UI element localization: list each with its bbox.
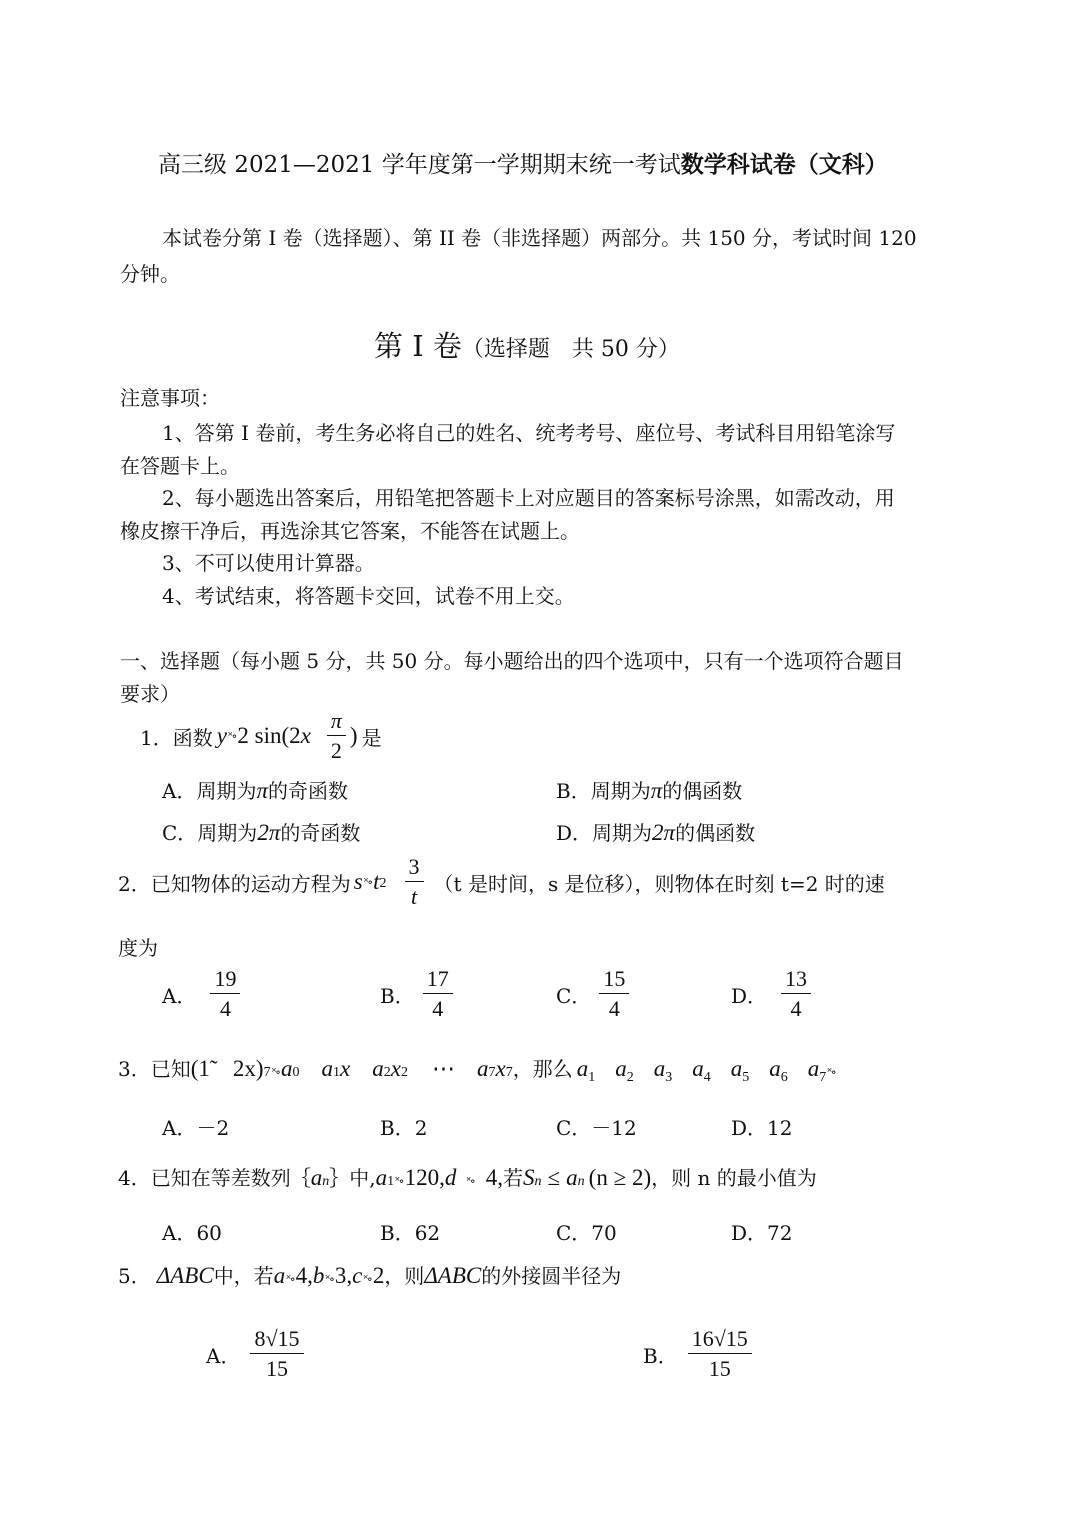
- q3-seq-term: [769, 1056, 788, 1086]
- q3-a0-sub: 0: [292, 1065, 300, 1080]
- q4-cond: (n ≥ 2): [588, 1165, 652, 1190]
- q2-fraction: [405, 856, 424, 908]
- q3-seq-index: 5: [742, 1070, 750, 1085]
- q5-a-den: 15: [265, 1356, 288, 1381]
- q2-b-frac: [423, 968, 453, 1020]
- section-title-sub: （选择题 共 50 分）: [461, 337, 680, 362]
- q3-x7-exp: 7: [505, 1065, 513, 1080]
- q3-seq-letter: a: [653, 1056, 666, 1081]
- q3-seq-index: 7: [819, 1070, 827, 1085]
- q3-option-d: D．12: [731, 1116, 793, 1140]
- q3-seq-index: 2: [626, 1070, 634, 1085]
- q4-if: 若: [503, 1166, 524, 1190]
- q1-c-end: 的奇函数: [280, 821, 361, 845]
- equals-glyph: ˟∘: [363, 874, 373, 889]
- q5-mid1: 中，若: [213, 1264, 274, 1288]
- q4-an-sub: n: [322, 1174, 330, 1189]
- q1-c-label: C．周期为: [162, 821, 258, 845]
- q3-seq-letter: a: [730, 1056, 743, 1081]
- q3-seq-index: 6: [780, 1070, 788, 1085]
- note-2-line1: 2、每小题选出答案后，用铅笔把答题卡上对应题目的答案标号涂黑，如需改动，用: [162, 486, 895, 510]
- q5-b-num: 16√15: [688, 1328, 752, 1354]
- q1-x: x: [300, 723, 311, 748]
- q3-a1: a: [321, 1056, 334, 1081]
- q2-a-frac: [210, 968, 240, 1020]
- q1-a-end: 的奇函数: [267, 779, 348, 803]
- q1-b-pi: π: [650, 778, 663, 803]
- q5-b-frac: [688, 1328, 752, 1380]
- q4-option-d: D．72: [731, 1221, 793, 1245]
- q5-a-frac: [250, 1328, 303, 1380]
- q1-suffix: 是: [361, 725, 382, 750]
- q2-frac-den: t: [410, 884, 418, 909]
- q1-close: ): [349, 723, 358, 748]
- q5-option-a: [206, 1328, 308, 1380]
- q2-a-label: A．: [162, 983, 197, 1008]
- q1-option-b: [556, 775, 742, 804]
- q3-a2: a: [372, 1056, 384, 1081]
- q3-seq-letter: a: [692, 1056, 704, 1081]
- q4-120: 120,: [404, 1165, 445, 1190]
- q1-a-label: A．周期为: [162, 779, 257, 803]
- q3-dots: ⋯: [431, 1056, 455, 1081]
- q2-d-num: 13: [781, 968, 811, 994]
- q3-x2: x: [390, 1056, 401, 1081]
- q2-b-den: 4: [432, 996, 444, 1021]
- q1-b-end: 的偶函数: [662, 779, 743, 803]
- q2-a-num: 19: [210, 968, 240, 994]
- note-4: 4、考试结束，将答题卡交回，试卷不用上交。: [162, 584, 575, 608]
- q5-4: 4,: [295, 1263, 313, 1288]
- q5-a-label: A．: [206, 1343, 241, 1368]
- q3-exp: 7: [263, 1065, 271, 1080]
- q4-sn: S: [523, 1165, 535, 1190]
- q2-d-frac: [781, 968, 811, 1020]
- q2-prefix: 2．已知物体的运动方程为: [118, 871, 351, 896]
- equals-glyph: ˟∘: [227, 728, 237, 743]
- title-normal: 高三级 2021—2021 学年度第一学期期末统一考试: [158, 152, 681, 178]
- q5-suffix: 的外接圆半径为: [481, 1264, 622, 1288]
- q3-seq-letter: a: [807, 1056, 820, 1081]
- note-3: 3、不可以使用计算器。: [162, 551, 375, 575]
- note-1-line2: 在答题卡上。: [120, 454, 240, 478]
- q4-option-a: A．60: [162, 1221, 222, 1245]
- part1-line1: 一、选择题（每小题 5 分，共 50 分。每小题给出的四个选项中，只有一个选项符合题目: [120, 649, 904, 673]
- q4-d: d: [444, 1165, 457, 1190]
- equals-glyph: ˟∘: [325, 1272, 334, 1286]
- q4-suffix: ，则 n 的最小值为: [651, 1166, 817, 1190]
- q3-seq-letter: a: [576, 1056, 589, 1081]
- q2-t-exp: 2: [379, 876, 387, 891]
- q4-a1-sub: 1: [387, 1174, 395, 1189]
- q2-option-d: [731, 968, 815, 1020]
- q1-prefix: 1．函数: [140, 725, 213, 750]
- question-3: [118, 1050, 837, 1086]
- question-2: [118, 856, 885, 908]
- q3-seq-term: [577, 1056, 596, 1086]
- q3-x7: x: [495, 1056, 506, 1081]
- q5-mid2: ，则: [384, 1264, 425, 1288]
- q2-frac-num: 3: [405, 856, 424, 882]
- equals-glyph: ˟∘: [466, 1174, 475, 1188]
- q1-option-a: [162, 775, 348, 804]
- q3-seq-letter: a: [615, 1056, 627, 1081]
- q5-tri: ΔABC: [156, 1263, 214, 1288]
- question-5: [118, 1260, 621, 1289]
- q1-option-c: [162, 817, 360, 846]
- q3-mid: ，那么: [512, 1057, 573, 1081]
- q4-a1: a: [375, 1165, 388, 1190]
- q1-a-pi: π: [256, 778, 268, 803]
- q1-c-pi: 2π: [257, 820, 281, 845]
- section-title-main: 第 I 卷: [374, 329, 462, 363]
- q3-seq-term: [808, 1056, 827, 1086]
- q5-tri2: ΔABC: [424, 1263, 482, 1288]
- q2-option-a: [162, 968, 244, 1020]
- q3-seq-index: 4: [703, 1070, 711, 1085]
- q2-option-b: [380, 968, 457, 1020]
- q5-b: b: [312, 1263, 325, 1288]
- q3-seq-index: 1: [588, 1070, 596, 1085]
- q3-a2-sub: 2: [383, 1065, 391, 1080]
- equals-glyph: ˟∘: [286, 1272, 295, 1286]
- q1-frac-num: π: [327, 710, 346, 736]
- q5-c: c: [352, 1263, 363, 1288]
- note-2-line2: 橡皮擦干净后，再选涂其它答案，不能答在试题上。: [120, 519, 580, 543]
- q5-2: 2: [372, 1263, 385, 1288]
- q1-d-pi: 2π: [652, 820, 676, 845]
- q2-b-num: 17: [423, 968, 453, 994]
- q2-t: t: [373, 869, 380, 894]
- q3-prefix: 3．已知: [118, 1057, 191, 1081]
- q5-prefix: 5．: [118, 1264, 151, 1288]
- q5-3: 3,: [334, 1263, 353, 1288]
- q1-y: y: [216, 723, 227, 748]
- q5-a-num: 8√15: [250, 1328, 303, 1354]
- note-1-line1: 1、答第 I 卷前，考生务必将自己的姓名、统考考号、座位号、考试科目用铅笔涂写: [162, 421, 896, 445]
- q3-a0: a: [281, 1056, 293, 1081]
- q1-d-label: D．周期为: [556, 821, 653, 845]
- q3-option-a: A．－2: [162, 1116, 230, 1140]
- q3-a1-sub: 1: [333, 1065, 341, 1080]
- q2-suffix: （t 是时间，s 是位移），则物体在时刻 t=2 时的速: [433, 871, 885, 896]
- q4-option-b: B．62: [380, 1221, 441, 1245]
- q4-an2: a: [566, 1165, 578, 1190]
- q3-seq-index: 3: [665, 1070, 673, 1085]
- q3-seq-term: [615, 1056, 634, 1086]
- part1-line2: 要求）: [120, 682, 180, 706]
- q4-sn-sub: n: [534, 1174, 542, 1189]
- q4-mid1: ｝中,: [329, 1166, 376, 1190]
- q4-4: 4,: [485, 1165, 504, 1190]
- q3-seq-term: [654, 1056, 673, 1086]
- q2-c-frac: [599, 968, 629, 1020]
- section-title: [374, 324, 680, 365]
- q3-a7: a: [476, 1056, 489, 1081]
- q3-option-c: C．－12: [556, 1116, 637, 1140]
- q2-line2: 度为: [118, 936, 158, 960]
- q2-b-label: B．: [380, 983, 415, 1008]
- intro-line1: 本试卷分第 I 卷（选择题）、第 II 卷（非选择题）两部分。共 150 分，考试时间 120: [162, 226, 917, 250]
- q5-a: a: [273, 1263, 286, 1288]
- q2-c-den: 4: [608, 996, 620, 1021]
- q1-b-label: B．周期为: [556, 779, 651, 803]
- q2-option-c: [556, 968, 633, 1020]
- q1-mid: 2 sin(2: [237, 723, 301, 748]
- equals-glyph: ˟∘: [271, 1065, 281, 1079]
- q3-a7-sub: 7: [488, 1065, 496, 1080]
- q4-an: a: [310, 1165, 323, 1190]
- equals-glyph: ˟∘: [827, 1065, 836, 1079]
- intro-line2: 分钟。: [120, 262, 180, 286]
- question-4: [118, 1162, 817, 1191]
- q2-c-label: C．: [556, 983, 592, 1008]
- q5-option-b: [643, 1328, 756, 1380]
- q5-b-label: B．: [643, 1343, 678, 1368]
- notes-heading: 注意事项：: [120, 386, 220, 410]
- q3-coefficient-sum: [577, 1056, 827, 1086]
- q1-fraction: [327, 710, 346, 762]
- q5-b-den: 15: [708, 1356, 731, 1381]
- q2-c-num: 15: [599, 968, 629, 994]
- equals-glyph: ˟∘: [395, 1174, 404, 1188]
- equals-glyph: ˟∘: [363, 1272, 372, 1286]
- q2-a-den: 4: [219, 996, 231, 1021]
- q1-d-end: 的偶函数: [675, 821, 756, 845]
- q2-s: s: [353, 869, 363, 894]
- q4-prefix: 4．已知在等差数列｛: [118, 1166, 311, 1190]
- q3-x2-exp: 2: [400, 1065, 408, 1080]
- q4-le: ≤: [547, 1165, 561, 1190]
- q1-option-d: [556, 817, 755, 846]
- q3-option-b: B．2: [380, 1116, 428, 1140]
- exam-title: [158, 146, 888, 179]
- q3-base: (1̃ 2x): [190, 1056, 264, 1081]
- q3-seq-term: [692, 1056, 711, 1086]
- title-bold: 数学科试卷（文科）: [680, 151, 888, 178]
- q2-d-label: D．: [731, 983, 768, 1008]
- q4-option-c: C．70: [556, 1221, 617, 1245]
- q1-frac-den: 2: [330, 738, 342, 763]
- q3-seq-letter: a: [769, 1056, 781, 1081]
- q4-an2-sub: n: [577, 1174, 585, 1189]
- q2-d-den: 4: [790, 996, 802, 1021]
- q3-seq-term: [731, 1056, 750, 1086]
- q3-x1: x: [340, 1056, 351, 1081]
- question-1: [140, 710, 382, 762]
